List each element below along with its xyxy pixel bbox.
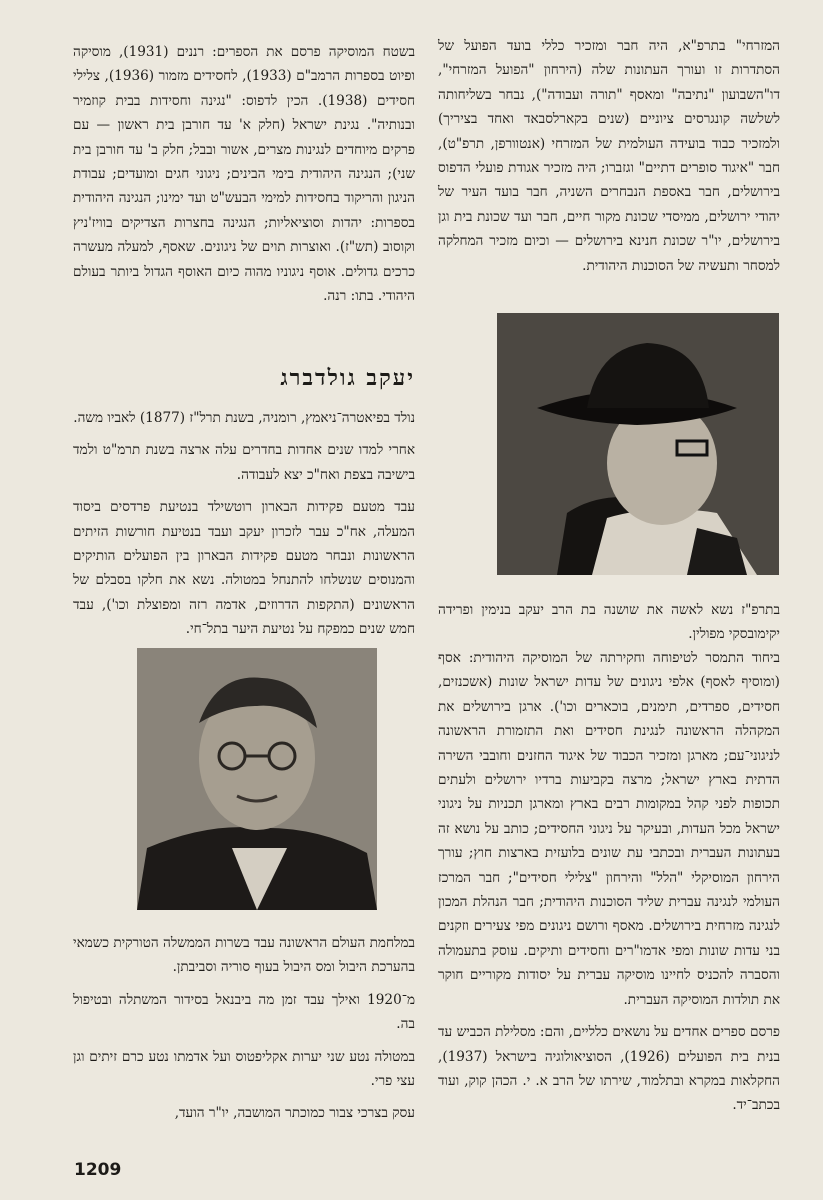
left-column <box>73 40 415 316</box>
paragraph-arrival: אחרי למדו שנים אחדות בחדרים עלה ארצה בשנת תרמ"ט ולמד בישיבה בצפת ואח"כ יצא לעבודה. <box>73 442 415 483</box>
page-number: 1209 <box>74 1160 122 1180</box>
right-column <box>438 34 780 286</box>
paragraph-1920: מ־1920 ואילך עבד זמן מה ביבנאל בסידור המשתלה ובטיפול בה. <box>73 991 415 1033</box>
paragraph-books: פרסם ספרים אחדים על נושאים כלליים, והם: מסלילת הכביש עד בנית בית הפועלים (1926), הסוציאולוגיה בישראל (1937), החקלאות במקרא ובתלמוד, שירתו של הרב א. י. הכהן קוק, ועוד בכתב־יד. <box>438 1024 780 1114</box>
right-column-lower <box>438 646 780 1126</box>
paragraph-music-publications: בשטח המוסיקה פרסם את הספרים: רננים (1931), מוסיקה ופיוט בספרות הרמב"ם (1933), לחסידים מזמור (1936), צלילי חסידים (1938). הכין לדפוס: "נגינה וחסידות בבית קוזמיר ובנותיה". נגינת ישראל (חלק א' עד חורבן בית ראשון — עם פרקים מיוחדים לנגינות מצרים, אשור ובבל; חלק ב' עד חורבן בית שני); הנגינה היהודית בימי הבינים; ניגוני חגים ומועדים; עבודת הניגון והריקוד בחסידות למימי הבעש"ט ועד ימינו; הנגינה היהודית בספרות: יהדות וסוציאליות; הנגינה בחצרות הצדיקים בוויז'ניץ וקוסוב (תש"ז). ואוצרות תוים של ניגונים. שאסף, למעלה מעשרה כרכים גדולים. אוסף ניגוניו מהוה כיום האוסף הגדול ביותר בעולם היהודי. בתו: רנה. <box>73 44 415 305</box>
paragraph-biography-continuation: המזרחי" בתרפ"א, היה חבר ומזכיר כללי בועד הפועל של הסתדרות זו ועורך העתונות שלה (הירחון "הפועל המזרחי", דו"השבועון "נתיבה" ומאסף "תורה ועבודה"), נבחר בשליחותה לשלשה קונגרסים ציוניים (שנים בקארלסבאד ואחד בציריך) ולמזכיר כבוד בועידה העולמית של המזרחי (אנטוורפן, תרפ"ט), חבר "איגוד סופרים דתיים" וגזברו; היה מזכיר אגודת פועלי הדפוס בירושלים, חבר באספת הנבחרים השניה, חבר בועד העיר של יהודי ירושלים, ממיסדי שכונת מקור חיים, חבר ועד שכונת בית וגן בירושלים, יו"ר שכונת חנינא בירושלים — וכיום מזכיר המחלקה למסחר ותעשיה של הסוכנות היהודית. <box>438 38 780 274</box>
photo-caption-marriage: בתרפ"ז נשא לאשה את שושנה בת הרב יעקב בנימין ופרידה יקימובסקי מפולין. <box>438 602 780 642</box>
entry-heading: יעקב גולדברג <box>280 365 415 391</box>
paragraph-music: ביחוד התמסר לטיפוחה וחקירתה של המוסיקה היהודית: אסף (ומוסיף לאסף) אלפי ניגונים של עדות ישראל שונות (אשכנזים, חסידים, ספרדים, תימנים, בוכארים וכו'). ארגן בירושלים את המקהלה הראשונה לנגינת חסידים ואת התזמורת הראשונה לניגוני־עם; מארגן ומזכיר הכבוד של איגוד החזנים וחובבי השירה הדתית בארץ ישראל; מרצה בקביעות ברדיו ירושלים ולעתים תכופות לפני קהל במקומות רבים בארץ ומארגן תכניות על ניגוני ישראל מכל העדות, ובעיקר על ניגוני החסידים; כותב על נושא זה בעתונות העברית ובכתבי עת שונים בלועזית בארצות חוץ; עורך הירחון המוסיקלי "הלל" והירחון "צלילי חסידים"; חבר המרכז העולמי לנגינה עברית שליד הסוכנות היהודית; חבר הנהלת המכון לנגינה מזרחית בירושלים. מאסף ורושם ניגונים מפי צעירים וזקנים בני עדות שונות ומפי אדמו"רים וחסידים ותיקים. עוסק בתעמולה והסברה להכניס לחיינו מוסיקה עברית על יסודות מקוריים חוקר את תולדות המוסיקה העברית. <box>438 650 780 1008</box>
paragraph-war: במלחמת העולם הראשונה עבד בשרות הממשלה הטורקית כשמאי בהערכת היבול ומס היבול בעוף סוריה וסביבתן. <box>73 935 415 976</box>
left-column-lower <box>73 931 415 1134</box>
portrait-photo-man-with-glasses <box>137 648 377 910</box>
paragraph-work: עבד מטעם פקידות הבארון רוטשילד בנטיעת פרדסים ביסוד המעלה, אח"כ עבר לזכרון יעקב ועבד בנטיעת חורשות הזיתים הראשונות ונבחר מטעם פקידות הבארון בין הפועלים הותיקים והמנוסים שנשלחו להתנחל במטולה. נשא את חלקו בסבלם של הראשונים (התקפות הדרוזים, אדמה רזה ומפוצלת וכו'), עבד חמש שנים כמפקח על נטיעת היער בתל־חי. <box>73 499 415 638</box>
paragraph-public-service: עסק בצרכי צבור כמוכתר המושבה, יו"ר הועד, <box>174 1105 415 1122</box>
portrait-photo-man-with-hat <box>497 313 779 575</box>
paragraph-birth: נולד בפיאטרה־ניאמץ, רומניה, בשנת תרל"ז (1877) לאביו משה. <box>73 410 415 426</box>
left-column-entry <box>73 406 415 650</box>
paragraph-metula: במטולה נטע שני יערות אקליפטוס ועל אדמתו נטע כרם זיתים וגן עצי פרי. <box>73 1048 415 1090</box>
